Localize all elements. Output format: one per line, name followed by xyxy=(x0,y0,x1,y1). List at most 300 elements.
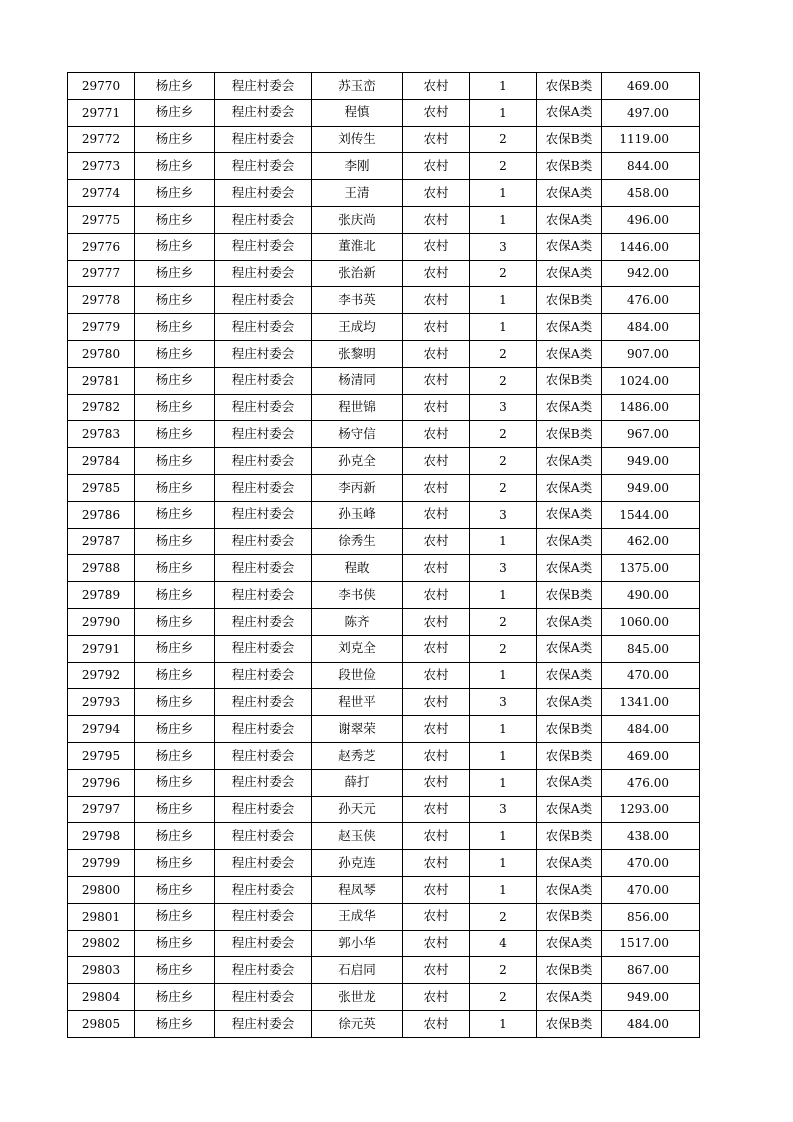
person-name-cell: 张治新 xyxy=(312,260,403,287)
township-cell: 杨庄乡 xyxy=(135,984,215,1011)
village-committee-cell: 程庄村委会 xyxy=(215,340,312,367)
amount-cell: 469.00 xyxy=(602,73,700,100)
person-name-cell: 程凤琴 xyxy=(312,876,403,903)
village-committee-cell: 程庄村委会 xyxy=(215,662,312,689)
household-count-cell: 1 xyxy=(470,314,537,341)
table-row xyxy=(68,689,700,716)
township-cell: 杨庄乡 xyxy=(135,662,215,689)
area-type-cell: 农村 xyxy=(403,1010,470,1037)
area-type-cell: 农村 xyxy=(403,340,470,367)
area-type-cell: 农村 xyxy=(403,716,470,743)
township-cell: 杨庄乡 xyxy=(135,448,215,475)
record-id-cell: 29795 xyxy=(68,742,135,769)
person-name-cell: 王成华 xyxy=(312,903,403,930)
insurance-category-cell: 农保B类 xyxy=(537,1010,602,1037)
person-name-cell: 李丙新 xyxy=(312,474,403,501)
record-id-cell: 29791 xyxy=(68,635,135,662)
record-id-cell: 29799 xyxy=(68,850,135,877)
household-count-cell: 1 xyxy=(470,73,537,100)
person-name-cell: 刘克全 xyxy=(312,635,403,662)
amount-cell: 1544.00 xyxy=(602,501,700,528)
household-count-cell: 3 xyxy=(470,796,537,823)
insurance-category-cell: 农保B类 xyxy=(537,126,602,153)
table-row xyxy=(68,984,700,1011)
township-cell: 杨庄乡 xyxy=(135,233,215,260)
village-committee-cell: 程庄村委会 xyxy=(215,528,312,555)
amount-cell: 484.00 xyxy=(602,314,700,341)
person-name-cell: 李书英 xyxy=(312,287,403,314)
person-name-cell: 程世锦 xyxy=(312,394,403,421)
township-cell: 杨庄乡 xyxy=(135,608,215,635)
person-name-cell: 张世龙 xyxy=(312,984,403,1011)
village-committee-cell: 程庄村委会 xyxy=(215,903,312,930)
household-count-cell: 2 xyxy=(470,260,537,287)
record-id-cell: 29792 xyxy=(68,662,135,689)
record-id-cell: 29771 xyxy=(68,99,135,126)
insurance-category-cell: 农保A类 xyxy=(537,555,602,582)
record-id-cell: 29789 xyxy=(68,582,135,609)
record-id-cell: 29772 xyxy=(68,126,135,153)
table-row xyxy=(68,394,700,421)
record-id-cell: 29802 xyxy=(68,930,135,957)
household-count-cell: 3 xyxy=(470,689,537,716)
village-committee-cell: 程庄村委会 xyxy=(215,823,312,850)
amount-cell: 845.00 xyxy=(602,635,700,662)
person-name-cell: 程世平 xyxy=(312,689,403,716)
area-type-cell: 农村 xyxy=(403,555,470,582)
area-type-cell: 农村 xyxy=(403,769,470,796)
insurance-category-cell: 农保A类 xyxy=(537,260,602,287)
table-row xyxy=(68,340,700,367)
table-row xyxy=(68,635,700,662)
village-committee-cell: 程庄村委会 xyxy=(215,474,312,501)
household-count-cell: 1 xyxy=(470,99,537,126)
amount-cell: 1375.00 xyxy=(602,555,700,582)
table-row xyxy=(68,153,700,180)
area-type-cell: 农村 xyxy=(403,957,470,984)
person-name-cell: 徐秀生 xyxy=(312,528,403,555)
area-type-cell: 农村 xyxy=(403,260,470,287)
table-row xyxy=(68,314,700,341)
township-cell: 杨庄乡 xyxy=(135,957,215,984)
amount-cell: 469.00 xyxy=(602,742,700,769)
township-cell: 杨庄乡 xyxy=(135,180,215,207)
table-row xyxy=(68,206,700,233)
village-committee-cell: 程庄村委会 xyxy=(215,930,312,957)
village-committee-cell: 程庄村委会 xyxy=(215,984,312,1011)
township-cell: 杨庄乡 xyxy=(135,796,215,823)
table-row xyxy=(68,796,700,823)
insurance-category-cell: 农保A类 xyxy=(537,876,602,903)
township-cell: 杨庄乡 xyxy=(135,260,215,287)
insurance-category-cell: 农保A类 xyxy=(537,474,602,501)
record-id-cell: 29776 xyxy=(68,233,135,260)
township-cell: 杨庄乡 xyxy=(135,635,215,662)
village-committee-cell: 程庄村委会 xyxy=(215,180,312,207)
amount-cell: 949.00 xyxy=(602,984,700,1011)
village-committee-cell: 程庄村委会 xyxy=(215,742,312,769)
amount-cell: 490.00 xyxy=(602,582,700,609)
area-type-cell: 农村 xyxy=(403,501,470,528)
insurance-category-cell: 农保A类 xyxy=(537,206,602,233)
amount-cell: 470.00 xyxy=(602,850,700,877)
insurance-category-cell: 农保B类 xyxy=(537,742,602,769)
insurance-category-cell: 农保A类 xyxy=(537,850,602,877)
area-type-cell: 农村 xyxy=(403,126,470,153)
household-count-cell: 2 xyxy=(470,984,537,1011)
person-name-cell: 程慎 xyxy=(312,99,403,126)
amount-cell: 1060.00 xyxy=(602,608,700,635)
household-count-cell: 1 xyxy=(470,876,537,903)
insurance-category-cell: 农保A类 xyxy=(537,340,602,367)
insurance-category-cell: 农保B类 xyxy=(537,367,602,394)
township-cell: 杨庄乡 xyxy=(135,582,215,609)
township-cell: 杨庄乡 xyxy=(135,421,215,448)
township-cell: 杨庄乡 xyxy=(135,903,215,930)
area-type-cell: 农村 xyxy=(403,742,470,769)
township-cell: 杨庄乡 xyxy=(135,689,215,716)
area-type-cell: 农村 xyxy=(403,180,470,207)
household-count-cell: 1 xyxy=(470,206,537,233)
village-committee-cell: 程庄村委会 xyxy=(215,287,312,314)
amount-cell: 856.00 xyxy=(602,903,700,930)
table-row xyxy=(68,474,700,501)
insurance-category-cell: 农保A类 xyxy=(537,769,602,796)
person-name-cell: 徐元英 xyxy=(312,1010,403,1037)
household-count-cell: 1 xyxy=(470,1010,537,1037)
village-committee-cell: 程庄村委会 xyxy=(215,689,312,716)
record-id-cell: 29773 xyxy=(68,153,135,180)
table-row xyxy=(68,903,700,930)
village-committee-cell: 程庄村委会 xyxy=(215,555,312,582)
area-type-cell: 农村 xyxy=(403,528,470,555)
area-type-cell: 农村 xyxy=(403,689,470,716)
amount-cell: 497.00 xyxy=(602,99,700,126)
roster-body xyxy=(68,73,700,1038)
record-id-cell: 29779 xyxy=(68,314,135,341)
township-cell: 杨庄乡 xyxy=(135,1010,215,1037)
village-committee-cell: 程庄村委会 xyxy=(215,206,312,233)
household-count-cell: 1 xyxy=(470,528,537,555)
table-row xyxy=(68,876,700,903)
table-row xyxy=(68,850,700,877)
village-committee-cell: 程庄村委会 xyxy=(215,394,312,421)
record-id-cell: 29801 xyxy=(68,903,135,930)
person-name-cell: 王成均 xyxy=(312,314,403,341)
household-count-cell: 1 xyxy=(470,716,537,743)
area-type-cell: 农村 xyxy=(403,421,470,448)
record-id-cell: 29800 xyxy=(68,876,135,903)
village-committee-cell: 程庄村委会 xyxy=(215,716,312,743)
record-id-cell: 29775 xyxy=(68,206,135,233)
area-type-cell: 农村 xyxy=(403,984,470,1011)
table-row xyxy=(68,287,700,314)
person-name-cell: 孙玉峰 xyxy=(312,501,403,528)
insurance-category-cell: 农保A类 xyxy=(537,180,602,207)
amount-cell: 949.00 xyxy=(602,448,700,475)
record-id-cell: 29794 xyxy=(68,716,135,743)
person-name-cell: 孙克全 xyxy=(312,448,403,475)
table-row xyxy=(68,716,700,743)
area-type-cell: 农村 xyxy=(403,233,470,260)
township-cell: 杨庄乡 xyxy=(135,314,215,341)
amount-cell: 476.00 xyxy=(602,287,700,314)
amount-cell: 476.00 xyxy=(602,769,700,796)
household-count-cell: 3 xyxy=(470,501,537,528)
insurance-category-cell: 农保A类 xyxy=(537,233,602,260)
area-type-cell: 农村 xyxy=(403,448,470,475)
amount-cell: 438.00 xyxy=(602,823,700,850)
record-id-cell: 29796 xyxy=(68,769,135,796)
township-cell: 杨庄乡 xyxy=(135,930,215,957)
area-type-cell: 农村 xyxy=(403,153,470,180)
record-id-cell: 29770 xyxy=(68,73,135,100)
township-cell: 杨庄乡 xyxy=(135,850,215,877)
person-name-cell: 陈齐 xyxy=(312,608,403,635)
village-committee-cell: 程庄村委会 xyxy=(215,582,312,609)
table-row xyxy=(68,73,700,100)
table-row xyxy=(68,555,700,582)
record-id-cell: 29782 xyxy=(68,394,135,421)
record-id-cell: 29783 xyxy=(68,421,135,448)
insurance-category-cell: 农保B类 xyxy=(537,421,602,448)
village-committee-cell: 程庄村委会 xyxy=(215,501,312,528)
household-count-cell: 1 xyxy=(470,742,537,769)
person-name-cell: 郭小华 xyxy=(312,930,403,957)
insurance-category-cell: 农保A类 xyxy=(537,689,602,716)
township-cell: 杨庄乡 xyxy=(135,153,215,180)
table-row xyxy=(68,448,700,475)
record-id-cell: 29793 xyxy=(68,689,135,716)
area-type-cell: 农村 xyxy=(403,73,470,100)
insurance-category-cell: 农保A类 xyxy=(537,930,602,957)
area-type-cell: 农村 xyxy=(403,662,470,689)
record-id-cell: 29785 xyxy=(68,474,135,501)
household-count-cell: 1 xyxy=(470,287,537,314)
village-committee-cell: 程庄村委会 xyxy=(215,635,312,662)
township-cell: 杨庄乡 xyxy=(135,340,215,367)
amount-cell: 470.00 xyxy=(602,662,700,689)
village-committee-cell: 程庄村委会 xyxy=(215,367,312,394)
township-cell: 杨庄乡 xyxy=(135,206,215,233)
household-count-cell: 2 xyxy=(470,635,537,662)
amount-cell: 844.00 xyxy=(602,153,700,180)
village-committee-cell: 程庄村委会 xyxy=(215,260,312,287)
table-row xyxy=(68,662,700,689)
village-committee-cell: 程庄村委会 xyxy=(215,957,312,984)
household-count-cell: 1 xyxy=(470,180,537,207)
household-count-cell: 3 xyxy=(470,394,537,421)
village-committee-cell: 程庄村委会 xyxy=(215,1010,312,1037)
person-name-cell: 董淮北 xyxy=(312,233,403,260)
record-id-cell: 29781 xyxy=(68,367,135,394)
township-cell: 杨庄乡 xyxy=(135,742,215,769)
insurance-category-cell: 农保A类 xyxy=(537,635,602,662)
township-cell: 杨庄乡 xyxy=(135,73,215,100)
amount-cell: 470.00 xyxy=(602,876,700,903)
record-id-cell: 29780 xyxy=(68,340,135,367)
household-count-cell: 2 xyxy=(470,340,537,367)
person-name-cell: 张庆尚 xyxy=(312,206,403,233)
insurance-category-cell: 农保B类 xyxy=(537,716,602,743)
household-count-cell: 2 xyxy=(470,421,537,448)
household-count-cell: 2 xyxy=(470,903,537,930)
table-row xyxy=(68,501,700,528)
household-count-cell: 2 xyxy=(470,448,537,475)
area-type-cell: 农村 xyxy=(403,474,470,501)
insurance-category-cell: 农保B类 xyxy=(537,582,602,609)
table-row xyxy=(68,233,700,260)
village-committee-cell: 程庄村委会 xyxy=(215,233,312,260)
village-committee-cell: 程庄村委会 xyxy=(215,448,312,475)
village-committee-cell: 程庄村委会 xyxy=(215,608,312,635)
record-id-cell: 29798 xyxy=(68,823,135,850)
household-count-cell: 2 xyxy=(470,153,537,180)
person-name-cell: 赵玉侠 xyxy=(312,823,403,850)
township-cell: 杨庄乡 xyxy=(135,126,215,153)
insurance-category-cell: 农保B类 xyxy=(537,287,602,314)
table-row xyxy=(68,582,700,609)
person-name-cell: 孙天元 xyxy=(312,796,403,823)
person-name-cell: 张黎明 xyxy=(312,340,403,367)
amount-cell: 1517.00 xyxy=(602,930,700,957)
record-id-cell: 29804 xyxy=(68,984,135,1011)
township-cell: 杨庄乡 xyxy=(135,716,215,743)
person-name-cell: 石启同 xyxy=(312,957,403,984)
household-count-cell: 2 xyxy=(470,367,537,394)
village-committee-cell: 程庄村委会 xyxy=(215,73,312,100)
area-type-cell: 农村 xyxy=(403,394,470,421)
insurance-category-cell: 农保A类 xyxy=(537,99,602,126)
village-committee-cell: 程庄村委会 xyxy=(215,314,312,341)
insurance-category-cell: 农保B类 xyxy=(537,73,602,100)
person-name-cell: 赵秀芝 xyxy=(312,742,403,769)
township-cell: 杨庄乡 xyxy=(135,769,215,796)
household-count-cell: 4 xyxy=(470,930,537,957)
person-name-cell: 李书侠 xyxy=(312,582,403,609)
person-name-cell: 李刚 xyxy=(312,153,403,180)
table-row xyxy=(68,769,700,796)
person-name-cell: 薛打 xyxy=(312,769,403,796)
record-id-cell: 29803 xyxy=(68,957,135,984)
household-count-cell: 3 xyxy=(470,555,537,582)
amount-cell: 949.00 xyxy=(602,474,700,501)
household-count-cell: 1 xyxy=(470,769,537,796)
area-type-cell: 农村 xyxy=(403,582,470,609)
insurance-category-cell: 农保A类 xyxy=(537,394,602,421)
record-id-cell: 29788 xyxy=(68,555,135,582)
amount-cell: 1486.00 xyxy=(602,394,700,421)
record-id-cell: 29777 xyxy=(68,260,135,287)
person-name-cell: 王清 xyxy=(312,180,403,207)
amount-cell: 496.00 xyxy=(602,206,700,233)
record-id-cell: 29786 xyxy=(68,501,135,528)
township-cell: 杨庄乡 xyxy=(135,474,215,501)
record-id-cell: 29805 xyxy=(68,1010,135,1037)
amount-cell: 907.00 xyxy=(602,340,700,367)
area-type-cell: 农村 xyxy=(403,903,470,930)
insurance-category-cell: 农保A类 xyxy=(537,501,602,528)
village-committee-cell: 程庄村委会 xyxy=(215,99,312,126)
table-row xyxy=(68,1010,700,1037)
village-committee-cell: 程庄村委会 xyxy=(215,850,312,877)
township-cell: 杨庄乡 xyxy=(135,394,215,421)
insurance-category-cell: 农保A类 xyxy=(537,662,602,689)
amount-cell: 942.00 xyxy=(602,260,700,287)
area-type-cell: 农村 xyxy=(403,367,470,394)
area-type-cell: 农村 xyxy=(403,99,470,126)
township-cell: 杨庄乡 xyxy=(135,501,215,528)
area-type-cell: 农村 xyxy=(403,608,470,635)
person-name-cell: 杨清同 xyxy=(312,367,403,394)
record-id-cell: 29784 xyxy=(68,448,135,475)
table-row xyxy=(68,421,700,448)
amount-cell: 484.00 xyxy=(602,1010,700,1037)
insurance-category-cell: 农保A类 xyxy=(537,796,602,823)
amount-cell: 458.00 xyxy=(602,180,700,207)
area-type-cell: 农村 xyxy=(403,796,470,823)
area-type-cell: 农村 xyxy=(403,635,470,662)
household-count-cell: 2 xyxy=(470,608,537,635)
village-committee-cell: 程庄村委会 xyxy=(215,421,312,448)
table-row xyxy=(68,367,700,394)
amount-cell: 967.00 xyxy=(602,421,700,448)
household-count-cell: 1 xyxy=(470,582,537,609)
township-cell: 杨庄乡 xyxy=(135,876,215,903)
village-committee-cell: 程庄村委会 xyxy=(215,876,312,903)
village-committee-cell: 程庄村委会 xyxy=(215,769,312,796)
household-count-cell: 1 xyxy=(470,662,537,689)
amount-cell: 462.00 xyxy=(602,528,700,555)
area-type-cell: 农村 xyxy=(403,287,470,314)
amount-cell: 1119.00 xyxy=(602,126,700,153)
table-row xyxy=(68,930,700,957)
table-row xyxy=(68,823,700,850)
household-count-cell: 3 xyxy=(470,233,537,260)
amount-cell: 1446.00 xyxy=(602,233,700,260)
record-id-cell: 29797 xyxy=(68,796,135,823)
person-name-cell: 刘传生 xyxy=(312,126,403,153)
table-row xyxy=(68,608,700,635)
household-count-cell: 2 xyxy=(470,126,537,153)
insurance-category-cell: 农保A类 xyxy=(537,448,602,475)
amount-cell: 867.00 xyxy=(602,957,700,984)
area-type-cell: 农村 xyxy=(403,314,470,341)
area-type-cell: 农村 xyxy=(403,850,470,877)
insurance-category-cell: 农保A类 xyxy=(537,984,602,1011)
table-row xyxy=(68,180,700,207)
person-name-cell: 孙克连 xyxy=(312,850,403,877)
record-id-cell: 29774 xyxy=(68,180,135,207)
insurance-category-cell: 农保B类 xyxy=(537,957,602,984)
insurance-category-cell: 农保A类 xyxy=(537,528,602,555)
household-count-cell: 2 xyxy=(470,957,537,984)
amount-cell: 1341.00 xyxy=(602,689,700,716)
area-type-cell: 农村 xyxy=(403,930,470,957)
township-cell: 杨庄乡 xyxy=(135,367,215,394)
table-row xyxy=(68,126,700,153)
township-cell: 杨庄乡 xyxy=(135,287,215,314)
village-committee-cell: 程庄村委会 xyxy=(215,796,312,823)
insurance-category-cell: 农保B类 xyxy=(537,153,602,180)
person-name-cell: 段世俭 xyxy=(312,662,403,689)
insurance-category-cell: 农保A类 xyxy=(537,314,602,341)
person-name-cell: 程敢 xyxy=(312,555,403,582)
table-row xyxy=(68,742,700,769)
table-row xyxy=(68,528,700,555)
person-name-cell: 杨守信 xyxy=(312,421,403,448)
table-row xyxy=(68,260,700,287)
